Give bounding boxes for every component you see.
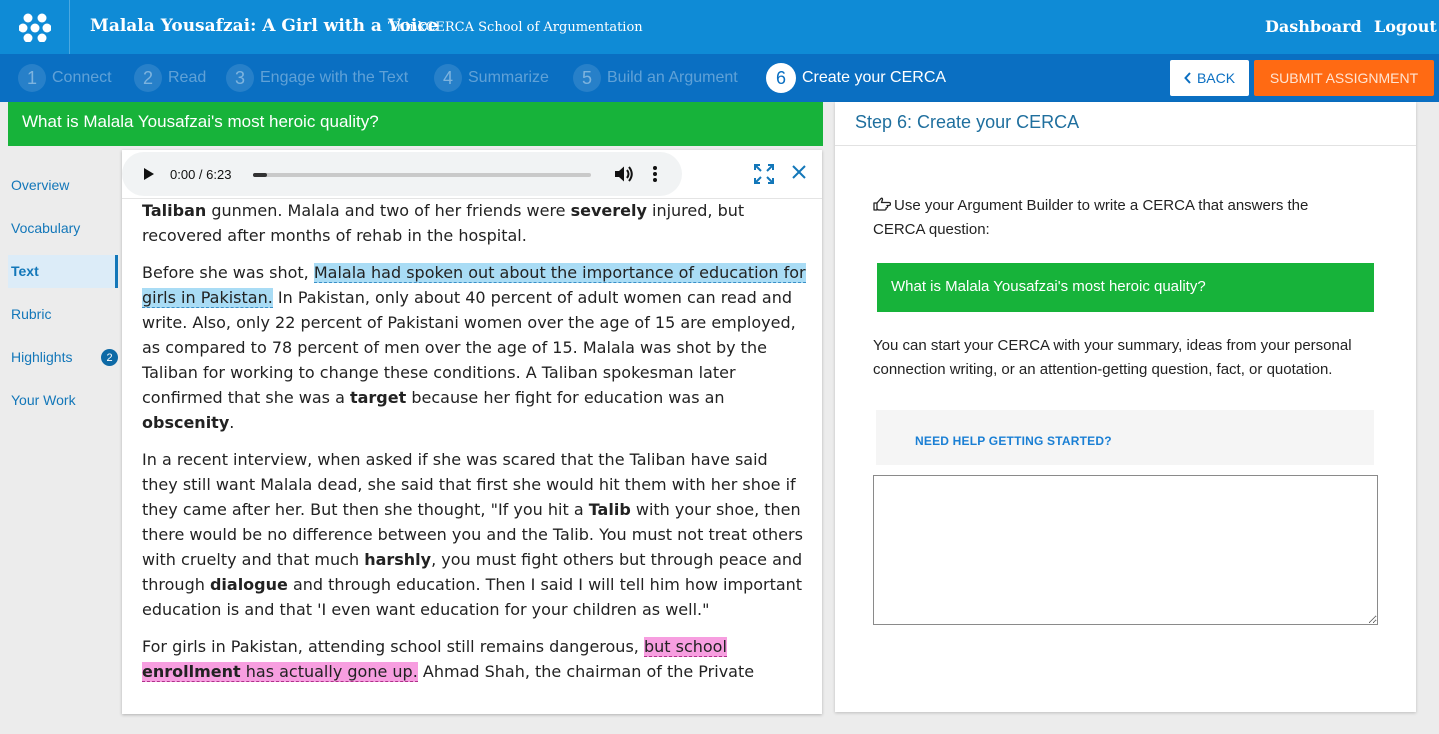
vocab-word[interactable]: Taliban: [142, 201, 207, 220]
step-number: 4: [434, 64, 462, 92]
step-number: 2: [134, 64, 162, 92]
nav-text[interactable]: Text: [8, 255, 118, 288]
step-number: 6: [766, 63, 796, 93]
paragraph: [142, 634, 807, 684]
step-number: 1: [18, 64, 46, 92]
step-number: 5: [573, 64, 601, 92]
text-run: .: [229, 413, 235, 432]
paragraph: [142, 260, 807, 435]
lesson-title: Malala Yousafzai: A Girl with a Voice: [90, 16, 439, 36]
step-label: Engage with the Text: [260, 69, 409, 86]
paragraph: [142, 198, 807, 248]
panel-title: Step 6: Create your CERCA: [855, 112, 1080, 132]
guidance-text: You can start your CERCA with your summary, ideas from your personal connection writing, or an attention-getting question, fact, or quotation.: [873, 337, 1352, 378]
step-read[interactable]: [134, 64, 206, 92]
back-button[interactable]: [1170, 60, 1249, 96]
highlight-blue[interactable]: Malala had spoken out about the importance of education for girls in Pakistan.: [142, 263, 806, 307]
step-connect[interactable]: [18, 64, 112, 92]
cerca-question-box: What is Malala Yousafzai's most heroic quality?: [877, 263, 1374, 312]
vocab-word[interactable]: severely: [570, 201, 647, 220]
app-logo[interactable]: [0, 0, 70, 54]
divider: [835, 145, 1416, 146]
audio-player: [122, 152, 682, 196]
text-run: but school: [643, 637, 727, 656]
close-icon[interactable]: [791, 164, 807, 180]
text-run: In a recent interview, when asked if she was scared that the Taliban have said they still want Malala dead, she said that first she would hit them with her shoe if they came after her. But then she thought, "If you hit a: [142, 450, 796, 519]
step-label: Connect: [52, 69, 112, 86]
step-label: Create your CERCA: [802, 69, 947, 86]
step-label: Read: [168, 69, 207, 86]
text-reader: [122, 150, 822, 714]
create-cerca-panel: [835, 102, 1416, 712]
nav-highlights[interactable]: [8, 341, 118, 374]
vocab-word[interactable]: target: [349, 388, 407, 407]
text-run: , you must fight others but through peace and through: [142, 550, 803, 594]
vocab-word[interactable]: Talib: [588, 500, 631, 519]
vocab-word[interactable]: dialogue: [209, 575, 288, 594]
school-name: ThinkCERCA School of Argumentation: [388, 20, 643, 35]
text-run: because her fight for education was an: [406, 388, 725, 407]
paragraph: [142, 447, 807, 622]
logo-icon: [19, 12, 51, 42]
nav-rubric[interactable]: Rubric: [11, 306, 52, 322]
text-run: Before she was shot,: [142, 263, 314, 282]
nav-overview[interactable]: Overview: [11, 177, 70, 193]
nav-highlights-label: Highlights: [11, 349, 73, 365]
audio-progress-slider[interactable]: [253, 173, 591, 177]
cerca-writing-input[interactable]: [873, 475, 1378, 625]
step-create-cerca[interactable]: [766, 63, 946, 93]
step-number: 3: [226, 64, 254, 92]
vocab-word[interactable]: obscenity: [142, 413, 230, 432]
instruction-text: Use your Argument Builder to write a CERCA that answers the CERCA question:: [873, 197, 1309, 238]
play-icon[interactable]: [143, 167, 155, 181]
nav-vocabulary[interactable]: Vocabulary: [11, 220, 81, 236]
audio-time: 0:00 / 6:23: [170, 167, 232, 182]
text-run: has actually gone up.: [240, 662, 418, 681]
step-build-argument[interactable]: [573, 64, 738, 92]
text-run: gunmen. Malala and two of her friends were: [206, 201, 571, 220]
top-header: [0, 0, 1439, 54]
back-label: BACK: [1196, 70, 1236, 86]
step-label: Summarize: [468, 69, 549, 86]
vocab-word[interactable]: harshly: [364, 550, 432, 569]
vocab-word[interactable]: enrollment: [142, 662, 241, 681]
text-run: injured, but recovered after months of rehab in the hospital.: [142, 201, 745, 245]
submit-assignment-button[interactable]: SUBMIT ASSIGNMENT: [1254, 60, 1434, 96]
text-run: and through education. Then I said I will tell him how important education is and that 'I even want education for your children as well.": [142, 575, 803, 619]
instructions: [873, 194, 1353, 242]
dashboard-link[interactable]: Dashboard: [1265, 17, 1362, 36]
more-options-icon[interactable]: [652, 165, 658, 183]
text-run: Ahmad Shah, the chairman of the Private: [417, 662, 755, 681]
text-run: In Pakistan, only about 40 percent of adult women can read and write. Also, only 22 percent of Pakistani women over the age of 15 are employed, as compared to 78 percent of men over the age of 15. Malala was shot by the Taliban for working to change these conditions. A Taliban spokesman later confirmed that she was a: [142, 288, 796, 407]
cerca-question-banner: What is Malala Yousafzai's most heroic quality?: [8, 102, 823, 146]
volume-icon[interactable]: [614, 165, 634, 183]
step-summarize[interactable]: [434, 64, 549, 92]
step-label: Build an Argument: [607, 69, 738, 86]
logout-link[interactable]: Logout: [1374, 17, 1437, 36]
highlights-count-badge: 2: [101, 349, 118, 366]
pointing-hand-icon: [873, 197, 891, 211]
audio-progress-fill: [253, 173, 267, 177]
step-engage[interactable]: [226, 64, 408, 92]
chevron-left-icon: [1184, 72, 1192, 84]
need-help-link[interactable]: NEED HELP GETTING STARTED?: [915, 434, 1112, 448]
article-text: [142, 198, 807, 696]
help-section: [876, 410, 1374, 465]
expand-icon[interactable]: [754, 164, 774, 184]
text-run: with your shoe, then there would be no difference between you and the Talib. You must not treat others with cruelty and that much: [142, 500, 803, 569]
text-run: For girls in Pakistan, attending school still remains dangerous,: [142, 637, 644, 656]
nav-your-work[interactable]: Your Work: [11, 392, 76, 408]
